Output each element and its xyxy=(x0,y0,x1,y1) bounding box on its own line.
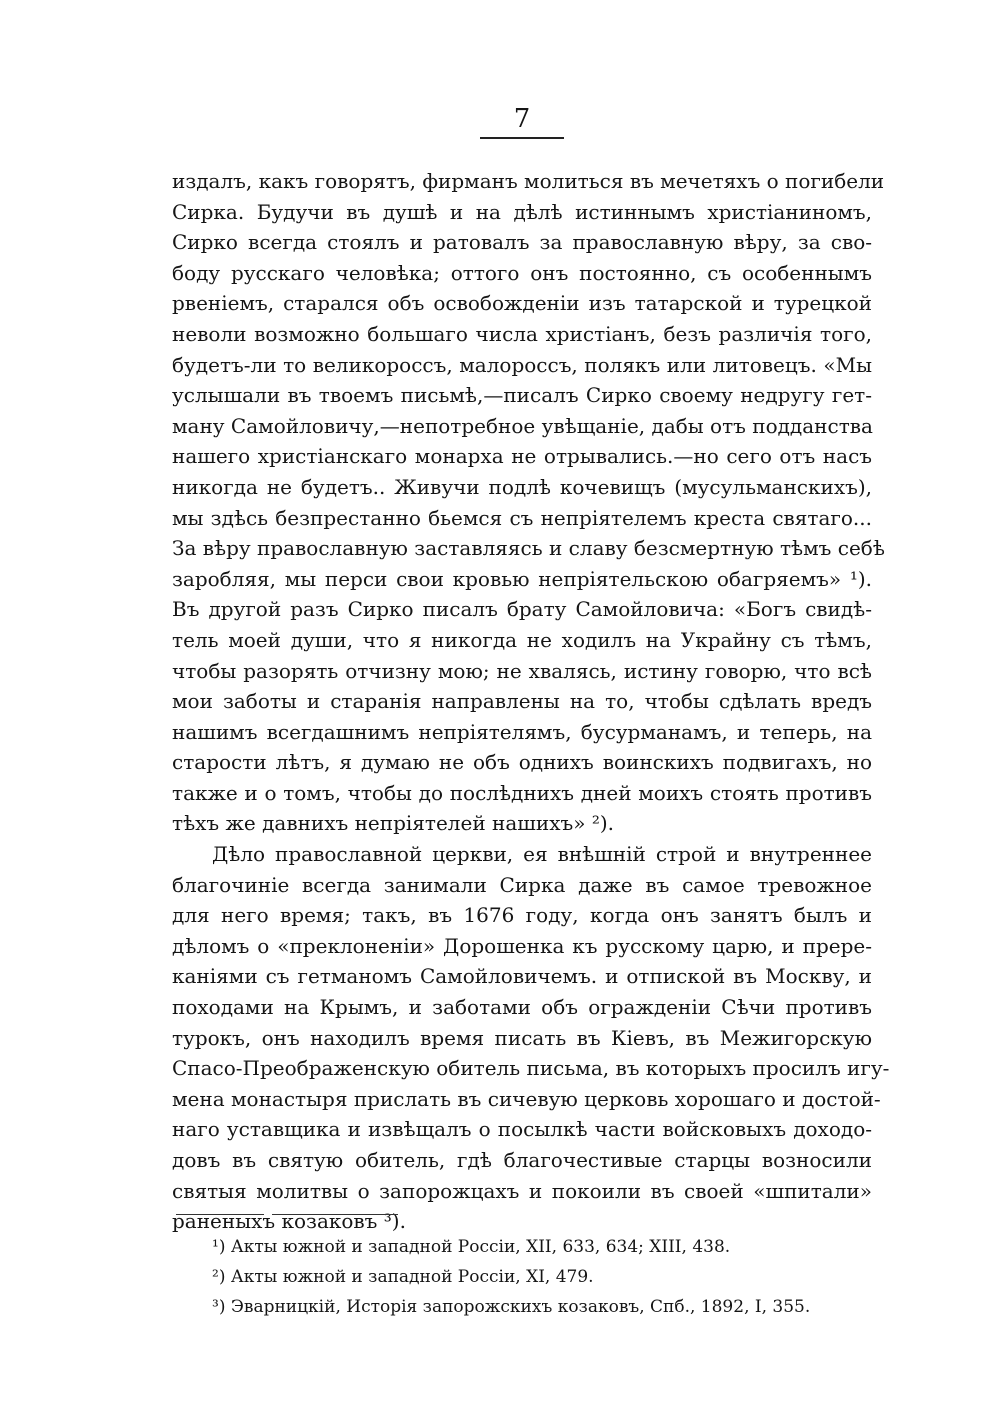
footnote-marker: ²) xyxy=(212,1267,226,1287)
paragraph-2 xyxy=(172,839,890,1237)
footnote-2 xyxy=(212,1262,852,1292)
text-line: тель моей души, что я никогда не ходилъ на Украйну съ тѣмъ, xyxy=(172,627,872,652)
text-line: Спасо-Преображенскую обитель письма, въ которыхъ просилъ игу- xyxy=(172,1056,890,1081)
text-line: мы здѣсь безпрестанно бьемся съ непріятелемъ креста святаго... xyxy=(172,505,872,530)
footnote-text: Акты южной и западной Россіи, XII, 633, 634; XIII, 438. xyxy=(230,1237,731,1257)
text-line: Сирко всегда стоялъ и ратовалъ за православную вѣру, за сво- xyxy=(172,230,872,255)
text-line: турокъ, онъ находилъ время писать въ Кіевъ, въ Межигорскую xyxy=(172,1025,872,1050)
text-line: старости лѣтъ, я думаю не объ однихъ воинскихъ подвигахъ, но xyxy=(172,750,872,775)
text-line: тѣхъ же давнихъ непріятелей нашихъ» ²). xyxy=(172,811,614,836)
text-line: заробляя, мы перси свои кровью непріятельскою обагряемъ» ¹). xyxy=(172,566,872,591)
footnote-separator xyxy=(176,1214,264,1215)
text-line: дѣломъ о «преклоненіи» Дорошенка къ русскому царю, и прере- xyxy=(172,933,872,958)
text-line: каніями съ гетманомъ Самойловичемъ. и отпиской въ Москву, и xyxy=(172,964,872,989)
page-number-rule xyxy=(480,137,564,139)
text-line: мена монастыря прислать въ сичевую церковь хорошаго и достой- xyxy=(172,1086,881,1111)
paragraph-1 xyxy=(172,166,885,839)
text-line: благочиніе всегда занимали Сирка даже въ самое тревожное xyxy=(172,872,872,897)
text-line: неволи возможно большаго числа христіанъ, безъ различія того, xyxy=(172,321,872,346)
text-line: нашимъ всегдашнимъ непріятелямъ, бусурманамъ, и теперь, на xyxy=(172,719,872,744)
footnotes xyxy=(212,1232,852,1322)
text-line: святыя молитвы о запорожцахъ и покоили въ своей «шпитали» xyxy=(172,1178,872,1203)
text-line: ману Самойловичу,—непотребное увѣщаніе, дабы отъ подданства xyxy=(172,413,873,438)
text-line: также и о томъ, чтобы до послѣднихъ дней моихъ стоять противъ xyxy=(172,780,872,805)
text-line: раненыхъ козаковъ ³). xyxy=(172,1209,406,1234)
text-line: услышали въ твоемъ письмѣ,—писалъ Сирко своему недругу гет- xyxy=(172,383,872,408)
text-line: боду русскаго человѣка; оттого онъ постоянно, съ особеннымъ xyxy=(172,260,872,285)
text-line: мои заботы и старанія направлены на то, чтобы сдѣлать вредъ xyxy=(172,689,872,714)
text-line: довъ въ святую обитель, гдѣ благочестивые старцы возносили xyxy=(172,1148,872,1172)
text-line: нашего христіанскаго монарха не отрывались.—но сего отъ насъ xyxy=(172,444,872,469)
body-text xyxy=(172,166,890,1237)
footnote-3 xyxy=(212,1292,852,1322)
text-line: чтобы разорять отчизну мою; не хваляcь, истину говорю, что всѣ xyxy=(172,658,872,683)
text-line: никогда не будетъ.. Живучи подлѣ кочевищъ (мусульманскихъ), xyxy=(172,474,872,499)
text-line: За вѣру православную заставляясь и славу безсмертную тѣмъ себѣ xyxy=(172,536,885,561)
text-line: наго уставщика и извѣщалъ о посылкѣ части войсковыхъ доходо- xyxy=(172,1117,872,1142)
text-line: походами на Крымъ, и заботами объ огражденіи Сѣчи противъ xyxy=(172,995,872,1020)
footnote-marker: ³) xyxy=(212,1297,226,1317)
text-line: Дѣло православной церкви, ея внѣшній строй и внутреннее xyxy=(212,842,872,867)
footnote-1 xyxy=(212,1232,852,1262)
footnote-text: Эварницкій, Исторія запорожскихъ козаковъ, Спб., 1892, I, 355. xyxy=(230,1297,811,1317)
text-line: рвеніемъ, старался объ освобожденіи изъ татарской и турецкой xyxy=(172,291,872,316)
text-line: Въ другой разъ Сирко писалъ брату Самойловича: «Богъ свидѣ- xyxy=(172,597,872,622)
text-line: будетъ-ли то великороссъ, малороссъ, полякъ или литовецъ. «Мы xyxy=(172,352,872,377)
footnote-marker: ¹) xyxy=(212,1237,226,1257)
text-line: издалъ, какъ говорятъ, фирманъ молиться въ мечетяхъ о погибели xyxy=(172,169,885,193)
page-number: 7 xyxy=(513,104,531,134)
footnote-text: Акты южной и западной Россіи, XI, 479. xyxy=(230,1267,594,1287)
text-line: Сирка. Будучи въ душѣ и на дѣлѣ истиннымъ христіаниномъ, xyxy=(172,199,872,224)
footnote-separator xyxy=(272,1214,398,1215)
text-line: для него время; такъ, въ 1676 году, когда онъ занятъ былъ и xyxy=(172,903,872,928)
